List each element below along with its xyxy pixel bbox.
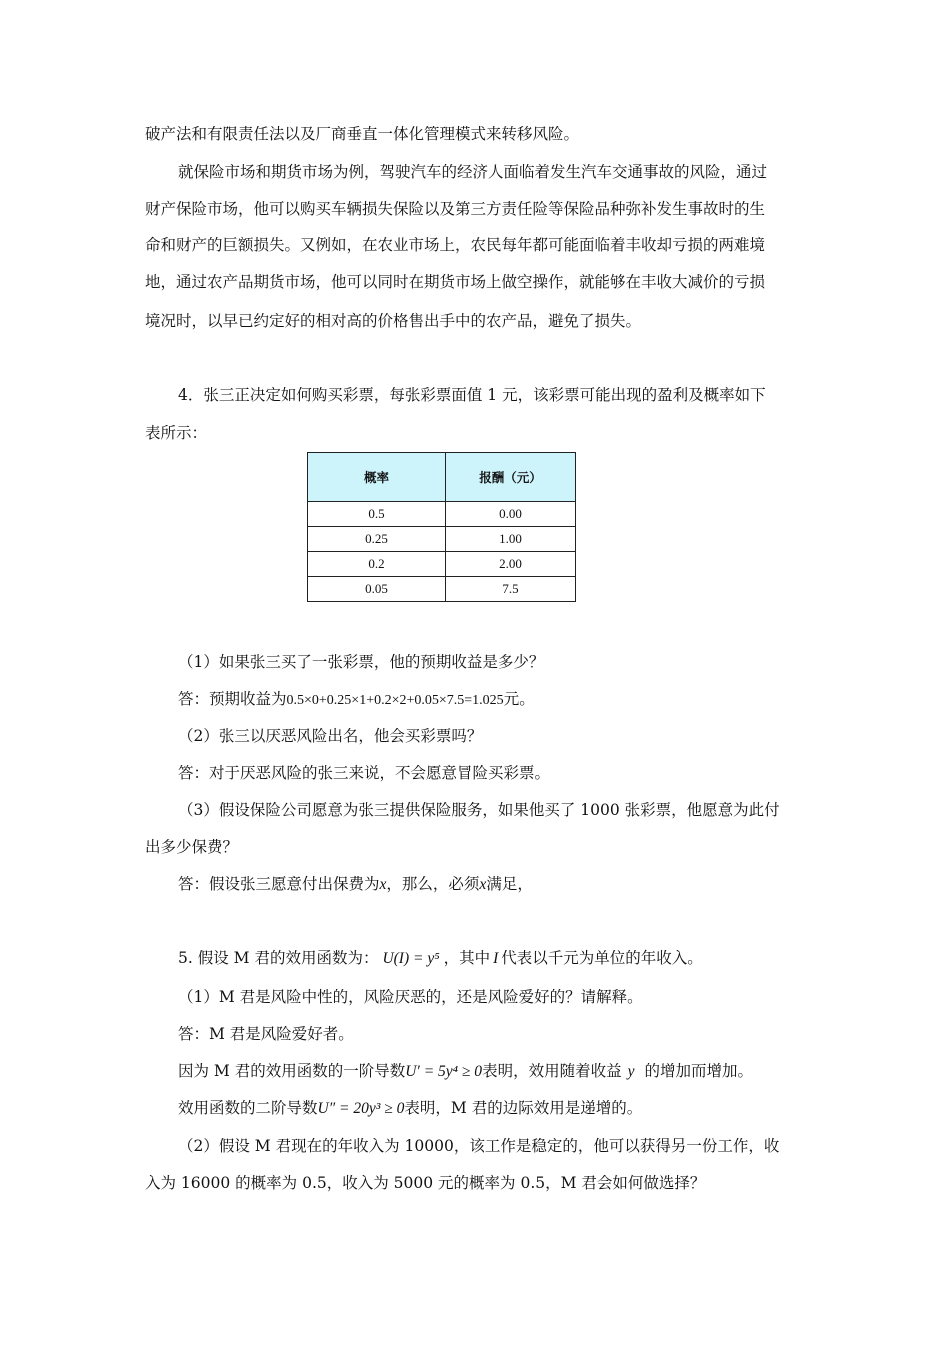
variable: x [379, 876, 387, 893]
table-row [308, 502, 576, 527]
answer-line [178, 1098, 642, 1119]
cell-probability: 0.2 [308, 552, 446, 577]
question-text: 代表以千元为单位的年收入。 [501, 949, 703, 967]
question-4-line: 表所示： [145, 424, 208, 442]
lottery-table [307, 452, 576, 602]
answer-line [178, 689, 535, 711]
sub-question: （1）M 君是风险中性的，风险厌恶的，还是风险爱好的？请解释。 [178, 988, 643, 1006]
cell-payoff: 0.00 [446, 502, 576, 527]
question-text: 5. 假设 M 君的效用函数为： [178, 949, 379, 967]
answer-text: 答：假设张三愿意付出保费为 [178, 875, 380, 893]
header-payoff: 报酬（元） [446, 453, 576, 502]
cell-payoff: 7.5 [446, 577, 576, 602]
formula: U(I) = y⁵ [382, 950, 440, 967]
cell-probability: 0.05 [308, 577, 446, 602]
answer-text: 答：预期收益为 [178, 690, 287, 708]
text-line: 破产法和有限责任法以及厂商垂直一体化管理模式来转移风险。 [145, 125, 580, 143]
answer-text: 的增加而增加。 [644, 1062, 753, 1080]
sub-question: （2）张三以厌恶风险出名，他会买彩票吗？ [178, 727, 483, 745]
answer-text: ，那么，必须 [386, 875, 480, 893]
cell-probability: 0.5 [308, 502, 446, 527]
variable: y [627, 1063, 635, 1080]
sub-question: （3）假设保险公司愿意为张三提供保险服务，如果他买了 1000 张彩票，他愿意为此付 [178, 801, 780, 819]
answer-line [178, 1061, 753, 1082]
header-probability: 概率 [308, 453, 446, 502]
answer-text: 表明，M 君的边际效用是递增的。 [404, 1099, 643, 1117]
answer-text: 表明，效用随着收益 [482, 1062, 622, 1080]
variable: x [479, 876, 487, 893]
answer-text: 满足， [486, 875, 533, 893]
cell-payoff: 2.00 [446, 552, 576, 577]
answer-line [178, 874, 533, 895]
formula: 0.5×0+0.25×1+0.2×2+0.05×7.5=1.025 [286, 693, 504, 708]
cell-payoff: 1.00 [446, 527, 576, 552]
sub-question: 入为 16000 的概率为 0.5，收入为 5000 元的概率为 0.5，M 君会如何做选择？ [145, 1174, 706, 1192]
question-4-line: 4．张三正决定如何购买彩票，每张彩票面值 1 元，该彩票可能出现的盈利及概率如下 [178, 386, 766, 404]
table-row [308, 552, 576, 577]
table-header-row [308, 453, 576, 502]
table-row [308, 577, 576, 602]
answer-line: 答：对于厌恶风险的张三来说，不会愿意冒险买彩票。 [178, 764, 551, 782]
text-line: 地，通过农产品期货市场，他可以同时在期货市场上做空操作，就能够在丰收大减价的亏损 [145, 273, 766, 291]
text-line: 命和财产的巨额损失。又例如，在农业市场上，农民每年都可能面临着丰收却亏损的两难境 [145, 236, 766, 254]
formula: U′ = 5y⁴ ≥ 0 [405, 1063, 483, 1080]
sub-question: 出多少保费？ [145, 838, 239, 856]
table-row [308, 527, 576, 552]
answer-text: 元。 [503, 690, 535, 708]
text-line: 就保险市场和期货市场为例，驾驶汽车的经济人面临着发生汽车交通事故的风险，通过 [178, 163, 768, 181]
question-text: ，其中 [443, 949, 491, 967]
text-line: 财产保险市场，他可以购买车辆损失保险以及第三方责任险等保险品种弥补发生事故时的生 [145, 200, 766, 218]
text-line: 境况时，以早已约定好的相对高的价格售出手中的农产品，避免了损失。 [145, 312, 642, 330]
cell-probability: 0.25 [308, 527, 446, 552]
sub-question: （1）如果张三买了一张彩票，他的预期收益是多少？ [178, 653, 545, 671]
variable: I [493, 950, 499, 967]
question-5-line [178, 948, 703, 969]
answer-line: 答：M 君是风险爱好者。 [178, 1025, 354, 1043]
formula: U″ = 20y³ ≥ 0 [317, 1100, 405, 1117]
answer-text: 效用函数的二阶导数 [178, 1099, 318, 1117]
sub-question: （2）假设 M 君现在的年收入为 10000，该工作是稳定的，他可以获得另一份工作，收 [178, 1137, 780, 1155]
answer-text: 因为 M 君的效用函数的一阶导数 [178, 1062, 406, 1080]
